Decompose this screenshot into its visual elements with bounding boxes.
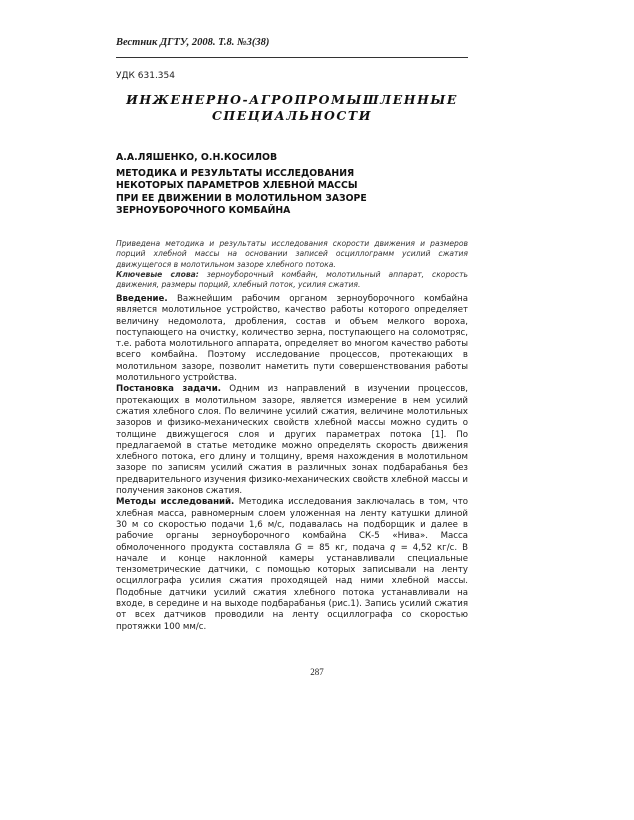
abstract-text: Приведена методика и результаты исследования скорости движения и размеров порций хлебной массы на основании записей осциллограмм усилий сжатия движущегося в молотильном зазоре хлебного потока. xyxy=(116,239,468,269)
mass-symbol: G xyxy=(295,542,302,553)
intro-label: Введение. xyxy=(116,294,168,304)
task-paragraph xyxy=(116,384,468,497)
keywords-label: Ключевые слова: xyxy=(116,269,199,279)
methods-label: Методы исследований. xyxy=(116,497,235,508)
section-heading-line-1: ИНЖЕНЕРНО-АГРОПРОМЫШЛЕННЫЕ xyxy=(126,92,458,107)
article-body xyxy=(116,294,468,633)
keywords-text: зерноуборочный комбайн, молотильный аппарат, скорость движения, размеры порций, хлебный поток, усилия сжатия. xyxy=(116,269,468,290)
task-label: Постановка задачи. xyxy=(116,384,222,395)
article-authors: А.А.ЛЯШЕНКО, О.Н.КОСИЛОВ xyxy=(116,152,278,163)
section-heading xyxy=(116,92,468,124)
article-title xyxy=(116,168,468,218)
keywords xyxy=(116,270,468,291)
udk-code: УДК 631.354 xyxy=(116,71,175,81)
title-line: НЕКОТОРЫХ ПАРАМЕТРОВ ХЛЕБНОЙ МАССЫ xyxy=(116,180,358,192)
intro-text: Важнейшим рабочим органом зерноуборочного комбайна является молотильное устройство, качество работы которого определяет величину недомолота, дробления, состав и объем мелкого вороха, поступающего на очистку, количество зерна, поступающего на соломотряс, т.е. работа молотильного аппарата, определяет во многом качество работы всего комбайна. Поэтому исследование процессов, протекающих в молотильном зазоре, позволит наметить пути совершенствования работы молотильного устройства. xyxy=(116,294,468,384)
methods-paragraph xyxy=(116,497,468,633)
task-text: Одним из направлений в изучении процессов, протекающих в молотильном зазоре, является измерение в нем усилий сжатия хлебного слоя. По величине усилий сжатия, величине молотильных зазоров и физико-механических свойств хлебной массы можно судить о толщине движущегося слоя и других параметрах потока [1]. По предлагаемой в статье методике можно определять скорость движения хлебного потока, его длину и толщину, время нахождения в молотильном зазоре по записям усилий сжатия в различных зонах подбарабанья без предварительного изучения физико-механических свойств хлебной массы и получения законов сжатия. xyxy=(116,384,468,497)
article-abstract xyxy=(116,239,468,290)
section-heading-line-2: СПЕЦИАЛЬНОСТИ xyxy=(211,108,373,123)
page-number: 287 xyxy=(310,667,324,677)
journal-header: Вестник ДГТУ, 2008. Т.8. №3(38) xyxy=(116,37,270,48)
intro-paragraph xyxy=(116,294,468,384)
title-line: МЕТОДИКА И РЕЗУЛЬТАТЫ ИССЛЕДОВАНИЯ xyxy=(116,168,355,179)
methods-text: = 4,52 кг/с. В начале и конце наклонной камеры устанавливали специальные тензометрические датчики, с помощью которых записывали на ленту осциллографа усилия сжатия проходящей над ними хлебной массы. Подобные датчики усилий сжатия хлебного потока устанавливали на входе, в середине и на выходе подбарабанья (рис.1). Запись усилий сжатия от всех датчиков проводили на ленту осциллографа со скоростью протяжки 100 мм/с. xyxy=(116,542,468,632)
title-line: ЗЕРНОУБОРОЧНОГО КОМБАЙНА xyxy=(116,205,291,217)
methods-text: = 85 кг, подача xyxy=(301,542,391,553)
methods-text: Методика исследования заключалась в том, что хлебная масса, равномерным слоем уложенная на ленту катушки длиной 30 м со скоростью подачи 1,6 м/с, подавалась на подборщик и далее в рабочие органы зерноуборочного комбайна СК-5 «Нива». Масса обмолоченного продукта составляла xyxy=(116,497,468,553)
title-line: ПРИ ЕЕ ДВИЖЕНИИ В МОЛОТИЛЬНОМ ЗАЗОРЕ xyxy=(116,192,367,204)
feed-symbol: q xyxy=(390,542,396,553)
header-rule xyxy=(116,57,468,58)
